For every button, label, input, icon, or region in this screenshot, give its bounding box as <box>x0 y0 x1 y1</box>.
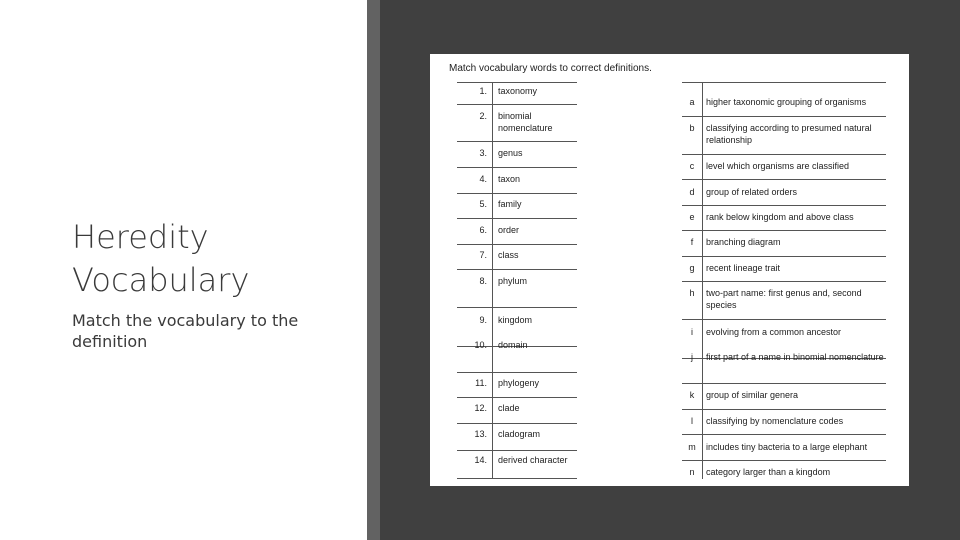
term-number: 12. <box>474 403 487 413</box>
term-row-rule <box>457 218 577 219</box>
definition-letter: m <box>688 442 696 452</box>
accent-stripe <box>367 0 380 540</box>
term-row-rule <box>457 397 577 398</box>
term-row-rule <box>457 423 577 424</box>
term-word: derived character <box>498 455 568 465</box>
term-number: 9. <box>479 315 487 325</box>
term-word: binomial nomenclature <box>498 111 553 133</box>
definition-text: rank below kingdom and above class <box>706 212 854 222</box>
term-row-rule <box>457 193 577 194</box>
term-number: 3. <box>479 148 487 158</box>
term-word: cladogram <box>498 429 541 439</box>
term-word: phylum <box>498 276 528 286</box>
term-word: taxon <box>498 174 521 184</box>
definition-text: higher taxonomic grouping of organisms <box>706 97 867 107</box>
term-number: 14. <box>474 455 487 465</box>
definition-letter: b <box>689 123 695 133</box>
slide-subtitle: Match the vocabulary to the definition <box>72 311 299 351</box>
term-number: 1. <box>479 86 487 96</box>
term-number: 2. <box>479 111 487 121</box>
definition-row-rule <box>682 205 886 206</box>
definition-row-rule <box>682 434 886 435</box>
term-number: 10. <box>474 340 487 350</box>
term-number: 8. <box>479 276 487 286</box>
term-word: taxonomy <box>498 86 538 96</box>
definition-text: first part of a name in binomial nomenclature <box>706 352 884 362</box>
term-word: kingdom <box>498 315 533 325</box>
worksheet-image <box>430 54 909 486</box>
definition-letter: l <box>691 416 693 426</box>
term-word: order <box>498 225 520 235</box>
term-number: 7. <box>479 250 487 260</box>
definition-letter: e <box>689 212 695 222</box>
term-row-rule <box>457 450 577 451</box>
definition-text: classifying according to presumed natural relationship <box>706 123 872 145</box>
definition-row-rule <box>682 460 886 461</box>
definition-letter: a <box>689 97 695 107</box>
term-number: 13. <box>474 429 487 439</box>
definition-letter: g <box>689 263 695 273</box>
slide-left-panel <box>0 0 367 540</box>
term-row-rule <box>457 104 577 105</box>
definition-row-rule <box>682 383 886 384</box>
term-row-rule <box>457 372 577 373</box>
term-word: class <box>498 250 519 260</box>
definition-letter: c <box>689 161 695 171</box>
definition-row-rule <box>682 230 886 231</box>
term-row-rule <box>457 307 577 308</box>
definition-letter: i <box>691 327 693 337</box>
slide-title: Heredity Vocabulary <box>72 218 250 299</box>
definition-letter: n <box>689 467 695 477</box>
definition-row-rule <box>682 179 886 180</box>
term-row-rule <box>457 478 577 479</box>
definition-text: evolving from a common ancestor <box>706 327 842 337</box>
definition-text: includes tiny bacteria to a large elephant <box>706 442 868 452</box>
definition-text: two-part name: first genus and, second species <box>706 288 862 310</box>
definition-row-rule <box>682 281 886 282</box>
term-word: phylogeny <box>498 378 540 388</box>
definition-text: recent lineage trait <box>706 263 781 273</box>
term-row-rule <box>457 167 577 168</box>
term-number: 11. <box>475 378 487 388</box>
definition-row-rule <box>682 154 886 155</box>
term-row-rule <box>457 82 577 83</box>
term-number: 6. <box>479 225 487 235</box>
definition-letter: d <box>689 187 695 197</box>
definition-text: group of related orders <box>706 187 798 197</box>
definition-letter: k <box>689 390 695 400</box>
term-row-rule <box>457 244 577 245</box>
definition-text: classifying by nomenclature codes <box>706 416 844 426</box>
term-number: 4. <box>479 174 487 184</box>
definition-letter: f <box>690 237 694 247</box>
term-row-rule <box>457 269 577 270</box>
term-row-rule <box>457 141 577 142</box>
definition-text: category larger than a kingdom <box>706 467 831 477</box>
definition-letter: j <box>691 352 693 362</box>
definition-row-rule <box>682 82 886 83</box>
definition-text: level which organisms are classified <box>706 161 850 171</box>
term-word: clade <box>498 403 520 413</box>
term-word: domain <box>498 340 528 350</box>
worksheet-instructions: Match vocabulary words to correct definitions. <box>449 63 652 74</box>
definition-row-rule <box>682 409 886 410</box>
definition-letter: h <box>689 288 695 298</box>
definition-text: branching diagram <box>706 237 781 247</box>
definition-row-rule <box>682 116 886 117</box>
term-word: genus <box>498 148 523 158</box>
term-number: 5. <box>479 199 487 209</box>
definition-row-rule <box>682 319 886 320</box>
definition-row-rule <box>682 256 886 257</box>
definition-text: group of similar genera <box>706 390 799 400</box>
term-word: family <box>498 199 522 209</box>
